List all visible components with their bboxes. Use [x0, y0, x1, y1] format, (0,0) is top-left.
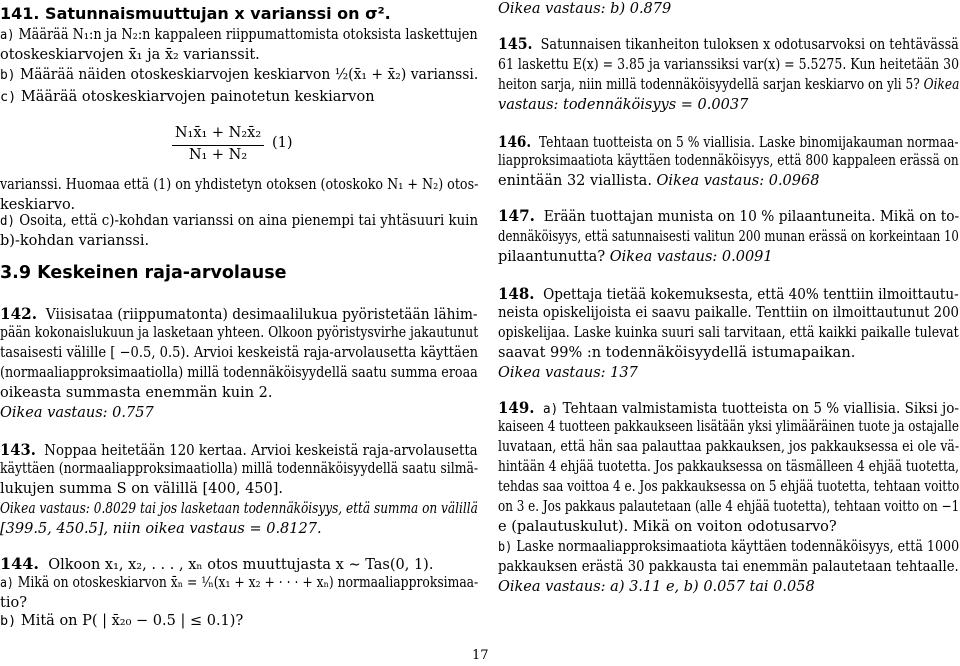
- formula-numerator: N₁x̄₁ + N₂x̄₂: [172, 124, 264, 146]
- problem-145-line-1: 145. Satunnaisen tikanheiton tuloksen x odotusarvoksi on tehtävässä: [498, 34, 959, 53]
- problem-149-b-line-1: b) Laske normaaliapproksimaatiota käyttäen todennäköisyys, että 1000: [498, 539, 960, 555]
- problem-141-after-2: keskiarvo.: [0, 197, 76, 213]
- formula-denominator: N₁ + N₂: [188, 146, 248, 163]
- problem-141-after-1: varianssi. Huomaa että (1) on yhdistetyn otoksen (otoskoko N₁ + N₂) otos-: [0, 177, 479, 193]
- problem-146-line-1: 146. Tehtaan tuotteista on 5 % viallisia. Laske binomijakauman normaa-: [498, 132, 959, 151]
- problem-144-a-line-2: tio?: [0, 595, 27, 611]
- problem-145-line-3: heiton sarja, niin millä todennäköisyydellä sarjan keskiarvo on yli 5? Oikea: [498, 77, 960, 93]
- problem-148-line-1: 148. Opettaja tietää kokemuksesta, että 40% tenttiin ilmoittautu-: [498, 284, 959, 303]
- problem-149-line-4: hintään 4 ehjää tuotetta. Jos pakkauksessa on täsmälleen 4 ehjää tuotetta,: [498, 459, 960, 475]
- problem-146-line-3: enintään 32 viallista. Oikea vastaus: 0.0968: [498, 173, 820, 189]
- problem-142-line-3: tasaisesti välille [ −0.5, 0.5). Arvioi keskeistä raja-arvolausetta käyttäen: [0, 345, 479, 361]
- problem-142-line-5: oikeasta summasta enemmän kuin 2.: [0, 385, 273, 401]
- problem-142-line-2: pään kokonaislukuun ja lasketaan yhteen. Olkoon pyöristysvirhe jakautunut: [0, 325, 479, 341]
- page-number: 17: [472, 648, 489, 663]
- problem-148-line-3: opiskelijaa. Laske kuinka suuri sali tarvitaan, että kaikki paikalle tulevat: [498, 325, 959, 341]
- problem-142-line-4: (normaaliapproksimaatiolla) millä todennäköisyydellä saatu summa eroaa: [0, 365, 478, 381]
- problem-144-b: b) Mitä on P( | x̄₂₀ − 0.5 | ≤ 0.1)?: [0, 613, 244, 629]
- problem-149-line-1: 149. a) Tehtaan valmistamista tuotteista on 5 % viallisia. Siksi jo-: [498, 398, 959, 417]
- problem-143-answer-1: Oikea vastaus: 0.8029 tai jos lasketaan todennäköisyys, että summa on välillä: [0, 501, 478, 517]
- problem-141-a-line-2: otoskeskiarvojen x̄₁ ja x̄₂ varianssit.: [0, 47, 260, 63]
- problem-142-line-1: 142. Viisisataa (riippumatonta) desimaalilukua pyöristetään lähim-: [0, 304, 478, 323]
- problem-149-line-5: tehdas saa voittoa 4 e. Jos pakkauksessa on 5 ehjää tuotetta, tehtaan voitto: [498, 479, 960, 495]
- problem-143-line-2: käyttäen (normaaliapproksimaatiolla) millä todennäköisyydellä saatu silmä-: [0, 461, 479, 477]
- problem-147-line-1: 147. Erään tuottajan munista on 10 % pilaantuneita. Mikä on to-: [498, 206, 960, 225]
- problem-141-d-line-2: b)-kohdan varianssi.: [0, 233, 150, 249]
- problem-149-line-2: kaiseen 4 tuotteen pakkaukseen lisätään yksi ylimääräinen tuote ja ostajalle: [498, 419, 959, 435]
- problem-148-answer: Oikea vastaus: 137: [498, 365, 638, 381]
- problem-141-a-line-1: a) Määrää N₁:n ja N₂:n kappaleen riippumattomista otoksista laskettujen: [0, 27, 478, 43]
- weighted-mean-formula: [172, 124, 372, 168]
- problem-141-title: 141. Satunnaismuuttujan x varianssi on σ².: [0, 4, 391, 23]
- problem-145-line-2: 61 laskettu E(x) = 3.85 ja varianssiksi var(x) = 5.5275. Kun heitetään 30: [498, 57, 960, 73]
- problem-145-answer: vastaus: todennäköisyys = 0.0037: [498, 97, 749, 113]
- problem-149-line-6: on 3 e. Jos pakkaus palautetaan (alle 4 ehjää tuotetta), tehtaan voitto on −1: [498, 499, 960, 515]
- formula-tag: (1): [272, 135, 293, 151]
- problem-147-line-3: pilaantunutta? Oikea vastaus: 0.0091: [498, 249, 773, 265]
- problem-149-answer: Oikea vastaus: a) 3.11 e, b) 0.057 tai 0.058: [498, 579, 815, 595]
- problem-144-a-line-1: a) Mikä on otoskeskiarvon x̄ₙ = ¹⁄ₙ(x₁ + x₂ + · · · + xₙ) normaaliapproksimaa-: [0, 575, 479, 591]
- problem-141-b: b) Määrää näiden otoskeskiarvojen keskiarvon ½(x̄₁ + x̄₂) varianssi.: [0, 67, 479, 83]
- problem-146-line-2: liapproksimaatiota käyttäen todennäköisyys, että 800 kappaleen erässä on: [498, 153, 959, 169]
- problem-149-line-7: e (palautuskulut). Mikä on voiton odotusarvo?: [498, 519, 837, 535]
- problem-149-b-line-2: pakkauksen erästä 30 pakkausta tai enemmän palautetaan tehtaalle.: [498, 559, 959, 575]
- problem-144-answer: Oikea vastaus: b) 0.879: [498, 1, 672, 17]
- problem-144-intro: 144. Olkoon x₁, x₂, . . . , xₙ otos muuttujasta x ∼ Tas(0, 1).: [0, 554, 434, 573]
- section-title: 3.9 Keskeinen raja-arvolause: [0, 263, 287, 283]
- problem-143-line-1: 143. Noppaa heitetään 120 kertaa. Arvioi keskeistä raja-arvolausetta: [0, 440, 478, 459]
- problem-142-answer: Oikea vastaus: 0.757: [0, 405, 154, 421]
- problem-143-answer-2: [399.5, 450.5], niin oikea vastaus = 0.8127.: [0, 521, 322, 537]
- problem-148-line-2: neista opiskelijoista ei saavu paikalle. Tenttiin on ilmoittautunut 200: [498, 305, 959, 321]
- problem-149-line-3: luvataan, että hän saa palauttaa pakkauksen, jos pakkauksessa ei ole vä-: [498, 439, 960, 455]
- problem-147-line-2: dennäköisyys, että satunnaisesti valitun 200 munan erässä on korkeintaan 10: [498, 229, 959, 245]
- formula-fraction: [172, 124, 264, 165]
- problem-148-line-4: saavat 99% :n todennäköisyydellä istumapaikan.: [498, 345, 856, 361]
- problem-141-c: c) Määrää otoskeskiarvojen painotetun keskiarvon: [0, 89, 375, 105]
- problem-141-d-line-1: d) Osoita, että c)-kohdan varianssi on aina pienempi tai yhtäsuuri kuin: [0, 213, 479, 229]
- problem-143-line-3: lukujen summa S on välillä [400, 450].: [0, 481, 284, 497]
